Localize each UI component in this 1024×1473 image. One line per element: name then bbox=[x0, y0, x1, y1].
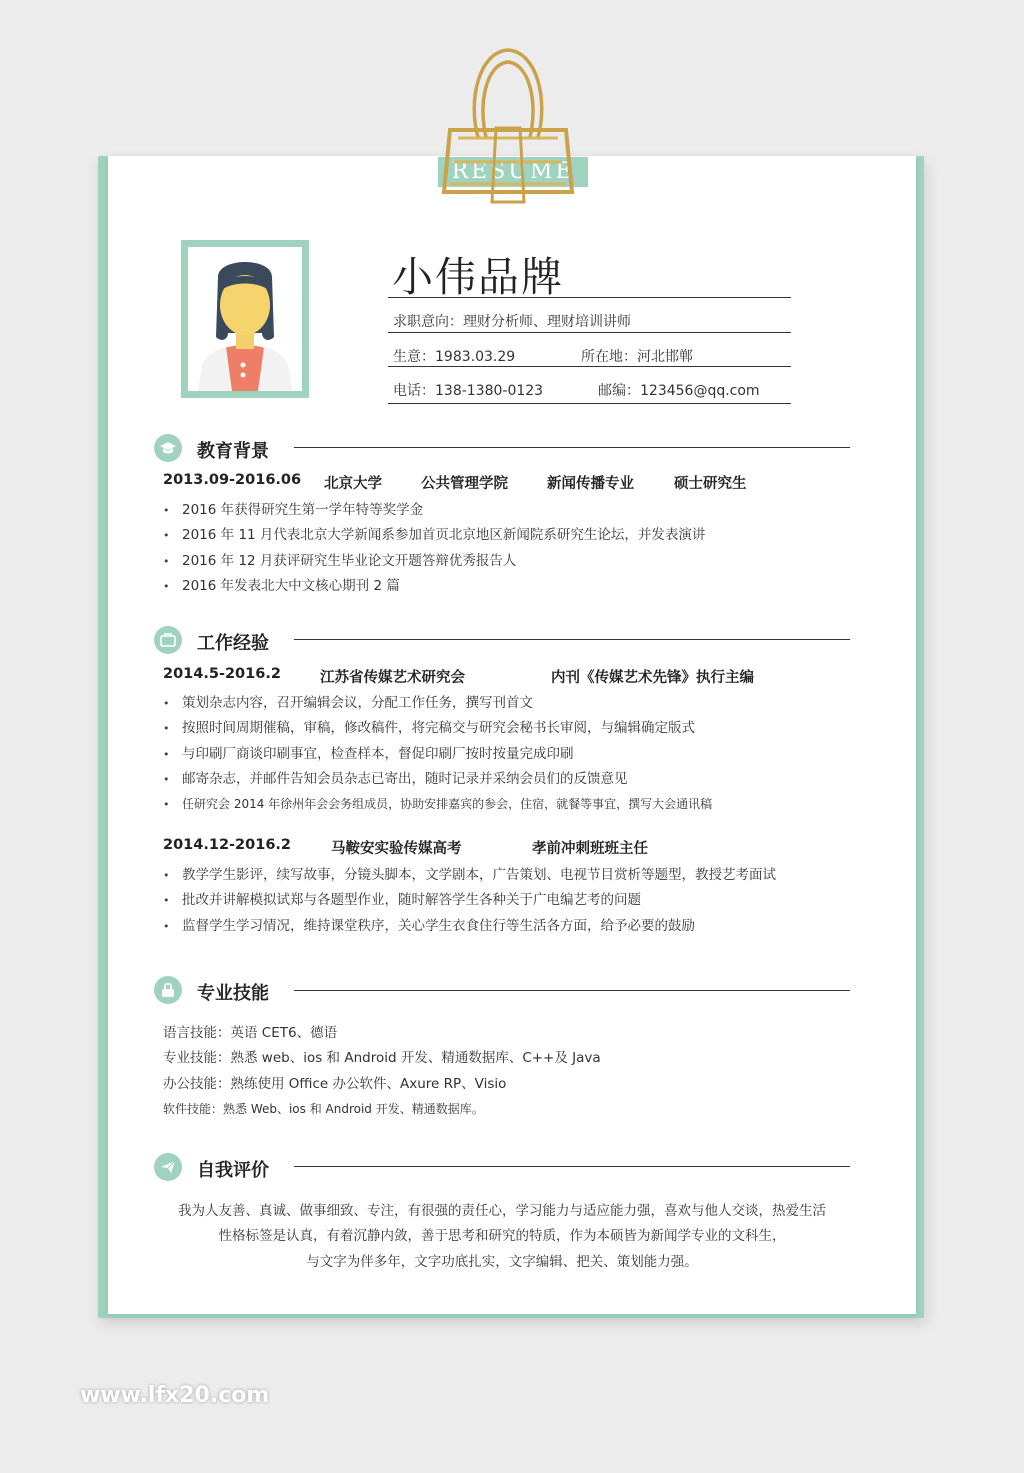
job-org: 江苏省传媒艺术研究会 bbox=[320, 670, 465, 686]
phone: 电话：138-1380-0123 bbox=[393, 383, 544, 399]
eval-line: 我为人友善、真诚、做事细致、专注，有很强的责任心，学习能力与适应能力强，喜欢与他人交谈，热爱生活 bbox=[178, 1203, 826, 1219]
list-item: • 2016 年发表北大中文核心期刊 2 篇 bbox=[163, 574, 705, 599]
list-item: • 任研究会 2014 年徐州年会会务组成员，协助安排嘉宾的参会，住宿，就餐等事宜，撰写大会通讯稿 bbox=[163, 792, 712, 817]
list-item: • 2016 年获得研究生第一学年特等奖学金 bbox=[163, 498, 705, 523]
list-item: • 与印刷厂商谈印刷事宜，检查样本，督促印刷厂按时按量完成印刷 bbox=[163, 742, 712, 767]
skills-list bbox=[163, 1021, 601, 1122]
birth-location-row bbox=[393, 346, 693, 366]
skill-line: 专业技能：熟悉 web、ios 和 Android 开发、精通数据库、C++及 Java bbox=[163, 1050, 601, 1067]
edu-period: 2013.09-2016.06 bbox=[163, 472, 302, 488]
avatar bbox=[188, 247, 302, 391]
lock-icon bbox=[154, 976, 182, 1004]
profile-photo-frame bbox=[181, 240, 309, 398]
job-duties-list bbox=[163, 863, 776, 939]
list-item: • 2016 年 12 月获评研究生毕业论文开题答辩优秀报告人 bbox=[163, 549, 705, 574]
divider bbox=[388, 297, 791, 298]
skill-line: 语言技能：英语 CET6、德语 bbox=[163, 1025, 338, 1041]
email: 邮编：123456@qq.com bbox=[598, 383, 760, 399]
candidate-name: 小伟品牌 bbox=[392, 253, 564, 301]
list-item: • 2016 年 11 月代表北京大学新闻系参加首页北京地区新闻院系研究生论坛，并发表演讲 bbox=[163, 523, 705, 548]
section-divider bbox=[294, 447, 850, 448]
education-list bbox=[163, 498, 705, 599]
job-org: 马鞍安实验传媒高考 bbox=[331, 841, 462, 857]
job-duties-list bbox=[163, 691, 712, 817]
paper-plane-icon bbox=[154, 1153, 182, 1181]
list-item: • 按照时间周期催稿，审稿，修改稿件，将完稿交与研究会秘书长审阅，与编辑确定版式 bbox=[163, 716, 712, 741]
contact-row bbox=[393, 380, 760, 400]
skill-line: 软件技能：熟悉 Web、ios 和 Android 开发、精通数据库。 bbox=[163, 1101, 484, 1116]
job-period: 2014.5-2016.2 bbox=[163, 666, 281, 682]
birth-date: 生意：1983.03.29 bbox=[393, 349, 516, 365]
list-item: • 批改并讲解模拟试郑与各题型作业，随时解答学生各种关于广电编艺考的问题 bbox=[163, 888, 776, 913]
section-title-skills: 专业技能 bbox=[197, 983, 269, 1004]
binder-clip-icon bbox=[438, 42, 578, 212]
section-divider bbox=[294, 639, 850, 640]
list-item: • 策划杂志内容，召开编辑会议，分配工作任务，撰写刊首文 bbox=[163, 691, 712, 716]
job-period: 2014.12-2016.2 bbox=[163, 837, 292, 853]
skill-line: 办公技能：熟练使用 Office 办公软件、Axure RP、Visio bbox=[163, 1075, 507, 1092]
self-eval-text bbox=[150, 1199, 854, 1275]
section-title-work: 工作经验 bbox=[197, 633, 269, 654]
section-divider bbox=[294, 990, 850, 991]
list-item: • 监督学生学习情况，维持课堂秩序，关心学生衣食住行等生活各方面，给予必要的鼓励 bbox=[163, 914, 776, 939]
briefcase-icon bbox=[154, 626, 182, 654]
section-divider bbox=[294, 1166, 850, 1167]
resume-tab-label: RESUME bbox=[438, 157, 588, 187]
divider bbox=[388, 403, 791, 404]
divider bbox=[388, 332, 791, 333]
watermark: www.lfx20.com bbox=[80, 1383, 270, 1408]
edu-degree: 硕士研究生 bbox=[674, 476, 747, 492]
edu-college: 公共管理学院 bbox=[421, 476, 508, 492]
list-item: • 教学学生影评，续写故事，分镜头脚本，文学剧本，广告策划、电视节目赏析等题型，教授艺考面试 bbox=[163, 863, 776, 888]
job-intent: 求职意向：理财分析师、理财培训讲师 bbox=[393, 314, 631, 330]
section-title-self-eval: 自我评价 bbox=[197, 1160, 269, 1181]
edu-school: 北京大学 bbox=[324, 476, 382, 492]
job-role: 孝前冲刺班班主任 bbox=[532, 841, 648, 857]
graduation-cap-icon bbox=[154, 434, 182, 462]
eval-line: 性格标签是认真，有着沉静内敛，善于思考和研究的特质，作为本硕皆为新闻学专业的文科生， bbox=[218, 1228, 786, 1245]
eval-line: 与文字为伴多年，文字功底扎实，文字编辑、把关、策划能力强。 bbox=[306, 1253, 698, 1270]
section-title-education: 教育背景 bbox=[197, 441, 269, 462]
edu-major: 新闻传播专业 bbox=[547, 476, 634, 492]
divider bbox=[388, 366, 791, 367]
job-role: 内刊《传媒艺术先锋》执行主编 bbox=[551, 670, 754, 686]
location: 所在地：河北邯郸 bbox=[581, 349, 693, 365]
list-item: • 邮寄杂志，并邮件告知会员杂志已寄出，随时记录并采纳会员们的反馈意见 bbox=[163, 767, 712, 792]
